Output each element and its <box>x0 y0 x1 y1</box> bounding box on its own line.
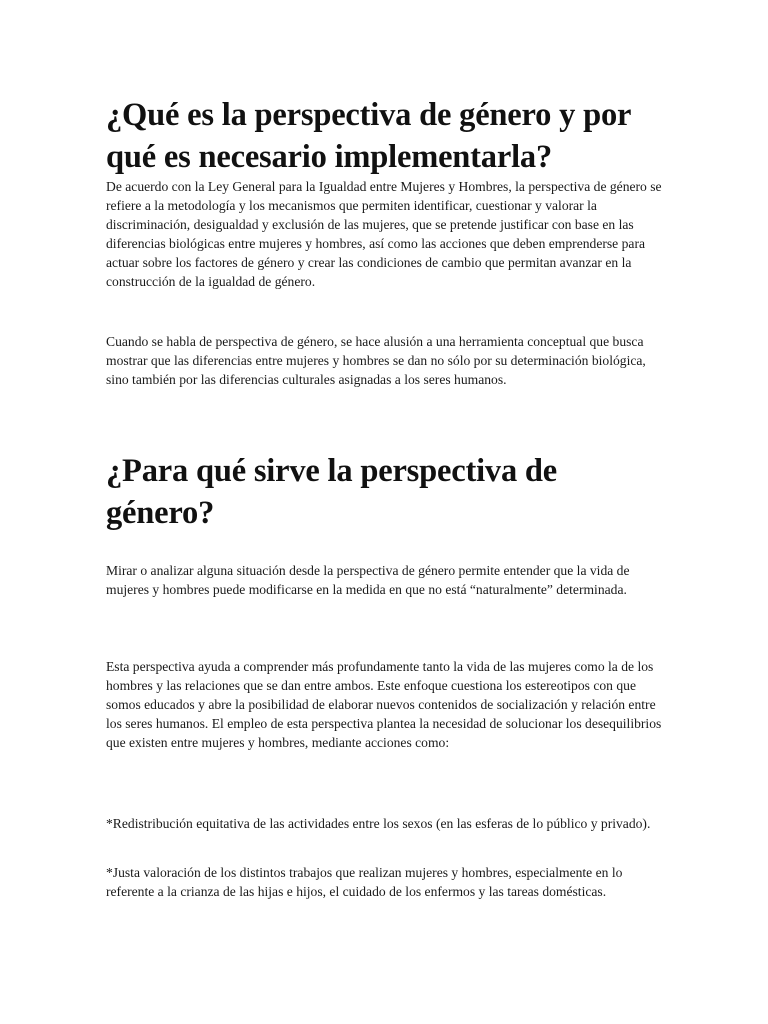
paragraph-mirar: Mirar o analizar alguna situación desde la perspectiva de género permite entender que la vida de mujeres y hombres puede modificarse en la medida en que no está “naturalmente” determinada. <box>106 563 630 597</box>
heading-para-que-sirve: ¿Para qué sirve la perspectiva de género? <box>106 453 558 531</box>
paragraph-esta-perspectiva: Esta perspectiva ayuda a comprender más profundamente tanto la vida de las mujeres como la de los hombres y las relaciones que se dan entre ambos. Este enfoque cuestiona los estereotipos con que somos educados y abre la posibilidad de elaborar nuevos contenidos de socialización y relación entre los seres humanos. El empleo de esta perspectiva plantea la necesidad de solucionar los desequilibrios que existen entre mujeres y hombres, mediante acciones como: <box>106 659 662 750</box>
heading-que-es: ¿Qué es la perspectiva de género y por qué es necesario implementarla? <box>106 97 631 175</box>
list-item-redistribucion: *Redistribución equitativa de las actividades entre los sexos (en las esferas de lo público y privado). <box>106 816 651 831</box>
list-item-justa-valoracion: *Justa valoración de los distintos trabajos que realizan mujeres y hombres, especialmente en lo referente a la crianza de las hijas e hijos, el cuidado de los enfermos y las tareas domésticas. <box>106 865 623 899</box>
paragraph-definicion: De acuerdo con la Ley General para la Igualdad entre Mujeres y Hombres, la perspectiva de género se refiere a la metodología y los mecanismos que permiten identificar, cuestionar y valorar la discriminación, desigualdad y exclusión de las mujeres, que se pretende justificar con base en las diferencias biológicas entre mujeres y hombres, así como las acciones que deben emprenderse para actuar sobre los factores de género y crear las condiciones de cambio que permitan avanzar en la construcción de la igualdad de género. <box>106 179 662 289</box>
paragraph-herramienta: Cuando se habla de perspectiva de género, se hace alusión a una herramienta conceptual que busca mostrar que las diferencias entre mujeres y hombres se dan no sólo por su determinación biológica, sino también por las diferencias culturales asignadas a los seres humanos. <box>106 334 646 387</box>
